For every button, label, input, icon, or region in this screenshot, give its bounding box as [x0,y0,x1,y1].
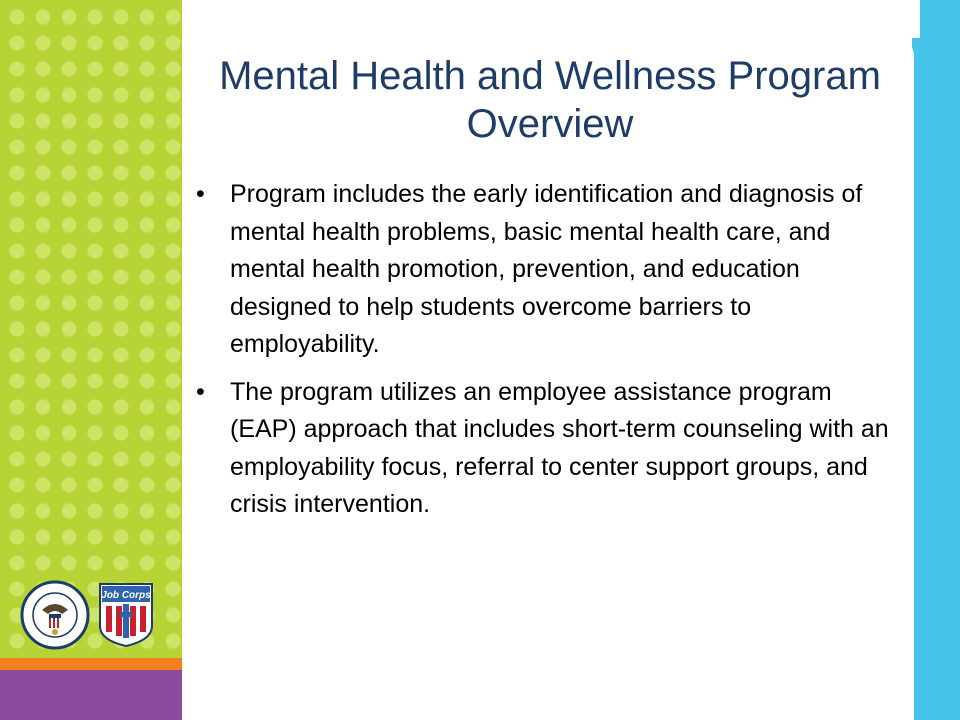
job-corps-logo-icon [96,582,156,648]
purple-block [0,670,182,720]
svg-text:Job Corps: Job Corps [101,590,151,601]
bullet-text: Program includes the early identification and diagnosis of mental health problems, basic mental health care, and mental health promotion, prevention, and education designed to help students overcome barriers to employability. [230,180,863,358]
bullet-text: The program utilizes an employee assistance program (EAP) approach that includes short-term counseling with an employability focus, referral to center support groups, and crisis intervention. [230,377,889,518]
logo-group [18,580,178,650]
bullet-item [196,374,902,524]
bullet-list [196,176,902,534]
slide-title: Mental Health and Wellness Program Overview [219,54,881,146]
orange-stripe [0,658,182,670]
right-decorative-band [912,0,960,720]
bullet-icon: • [196,377,205,406]
department-of-labor-seal-icon [18,580,92,650]
left-decorative-band [0,0,182,658]
bullet-icon: • [196,180,205,208]
top-strip [182,0,920,38]
bullet-item [196,176,902,364]
